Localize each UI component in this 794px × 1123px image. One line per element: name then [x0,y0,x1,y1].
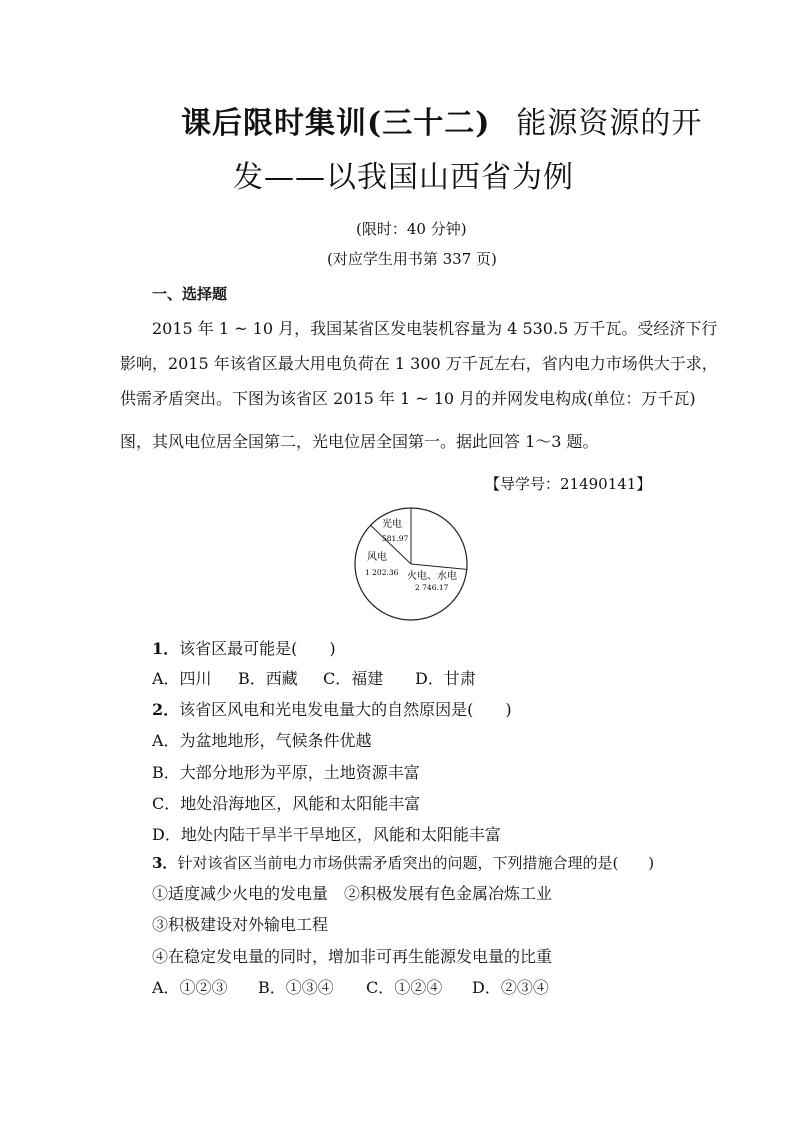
question-3-stem: 针对该省区当前电力市场供需矛盾突出的问题，下列措施合理的是( ) [177,854,655,872]
question-3-number: 3． [152,854,178,872]
pie-label-thermal-hydro: 火电、水电 [407,571,457,582]
material-line-1: 2015 年 1 ~ 10 月，我国某省区发电装机容量为 4 530.5 万千瓦。受经济下行 [152,319,718,338]
title-main: 课后限时集训(三十二) [181,106,491,141]
option-b[interactable]: B．大部分地形为平原，土地资源丰富 [152,763,420,782]
material-line-2: 影响，2015 年该省区最大用电负荷在 1 300 万千瓦左右，省内电力市场供大于求， [120,354,718,373]
power-pie-chart [352,505,470,623]
question-2-stem: 该省区风电和光电发电量大的自然原因是( ) [179,700,512,719]
question-1-number: 1． [152,639,180,658]
option-c[interactable]: C．地处沿海地区，风能和太阳能丰富 [152,794,421,813]
option-a[interactable]: A．四川 [152,669,212,688]
section-heading: 一、选择题 [152,285,228,303]
option-b[interactable]: B．①③④ [258,978,334,997]
question-1 [152,636,336,659]
question-2 [152,697,512,720]
material-line-3: 供需矛盾突出。下图为该省区 2015 年 1 ~ 10 月的并网发电构成(单位：万千瓦) [120,389,696,408]
question-3 [152,852,654,873]
statement-line-3: ④在稳定发电量的同时，增加非可再生能源发电量的比重 [152,947,553,966]
pie-label-solar: 光电 [382,519,402,530]
option-d[interactable]: D．甘肃 [415,669,476,688]
pie-value-wind: 1 202.36 [365,568,399,577]
material-line-4: 图，其风电位居全国第二，光电位居全国第一。据此回答 1～3 题。 [120,432,599,451]
option-a[interactable]: A．①②③ [152,978,228,997]
option-d[interactable]: D．地处内陆干旱半干旱地区，风能和太阳能丰富 [152,825,501,844]
pie-label-wind: 风电 [367,552,387,563]
question-2-number: 2． [152,700,180,719]
guide-number: 【导学号：21490141】 [485,475,652,493]
book-reference: (对应学生用书第 337 页) [327,250,497,268]
question-3-options [152,975,549,998]
pie-value-solar: 581.97 [382,534,409,543]
option-c[interactable]: C．①②④ [366,978,443,997]
time-limit: (限时：40 分钟) [356,220,467,238]
question-1-stem: 该省区最可能是( ) [179,639,336,658]
question-1-options [152,666,476,689]
option-c[interactable]: C．福建 [323,669,384,688]
page-title [181,98,702,142]
option-d[interactable]: D．②③④ [472,978,549,997]
option-a[interactable]: A．为盆地地形，气候条件优越 [152,731,372,750]
title-topic-part1: 能源资源的开 [516,106,703,141]
option-b[interactable]: B．西藏 [238,669,298,688]
pie-value-thermal-hydro: 2 746.17 [415,583,449,592]
statement-line-1: ①适度减少火电的发电量 ②积极发展有色金属冶炼工业 [152,884,553,903]
statement-line-2: ③积极建设对外输电工程 [152,915,329,934]
title-topic-part2: 发——以我国山西省为例 [233,160,574,195]
